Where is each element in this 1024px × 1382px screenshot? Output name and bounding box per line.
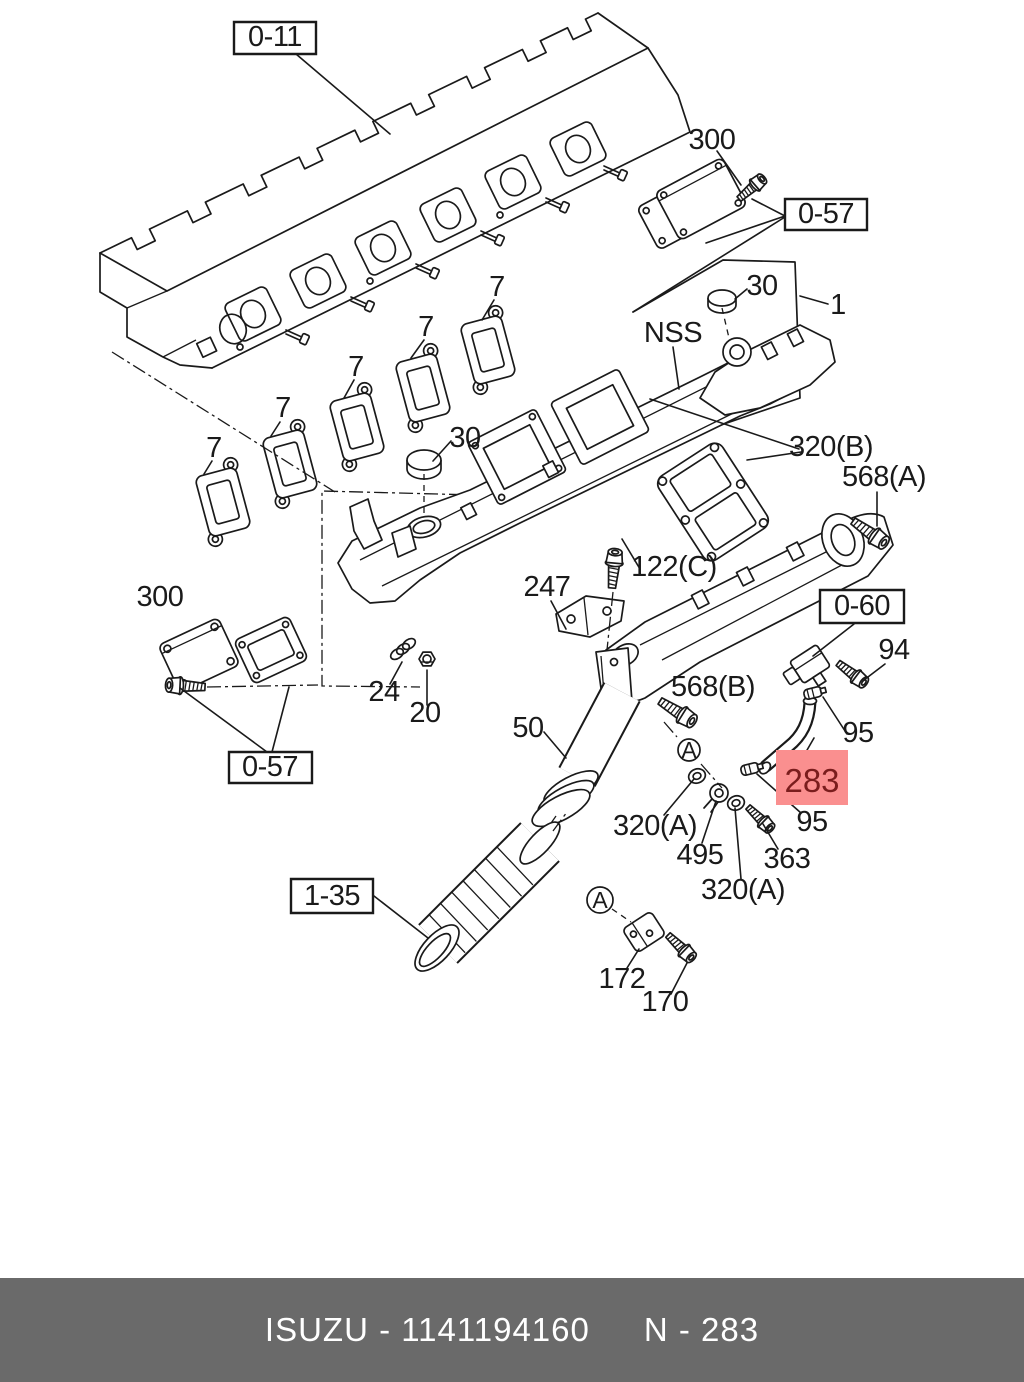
spring-24 xyxy=(389,636,418,661)
ref-0-11-label[interactable]: 0-11 xyxy=(248,21,302,53)
view-a-marker-2[interactable] xyxy=(587,887,613,913)
ref-box-0-57-bottom[interactable] xyxy=(229,751,312,783)
ref-1-35-label[interactable]: 1-35 xyxy=(303,880,361,912)
view-a-1-label[interactable]: A xyxy=(681,737,697,763)
clip-95-lower xyxy=(740,761,764,776)
exhaust-manifold-part1-end xyxy=(700,290,835,415)
label-7-1[interactable]: 7 xyxy=(489,271,505,303)
view-a-marker-1[interactable] xyxy=(678,737,700,763)
heat-shield-bottom-assembly xyxy=(158,616,318,696)
label-247[interactable]: 247 xyxy=(523,571,571,603)
washer-320a-2 xyxy=(726,794,747,813)
label-300-top[interactable]: 300 xyxy=(688,124,736,156)
label-320a-2[interactable]: 320(A) xyxy=(700,874,786,906)
highlighted-callout-283[interactable] xyxy=(776,750,848,805)
label-495[interactable]: 495 xyxy=(676,839,724,871)
label-7-5[interactable]: 7 xyxy=(206,432,222,464)
ref-0-57-top-label[interactable]: 0-57 xyxy=(797,198,855,230)
label-122c[interactable]: 122(C) xyxy=(631,551,717,583)
joint-495 xyxy=(704,784,728,812)
label-363[interactable]: 363 xyxy=(763,843,811,875)
label-95-lower[interactable]: 95 xyxy=(796,806,828,838)
ref-0-57-bottom-label[interactable]: 0-57 xyxy=(241,751,299,783)
label-568b[interactable]: 568(B) xyxy=(670,671,756,703)
footer-brand-part: ISUZU - 1141194160 xyxy=(264,1311,590,1348)
bracket-172 xyxy=(622,911,666,953)
bolt-94 xyxy=(833,657,871,691)
label-172[interactable]: 172 xyxy=(598,963,646,995)
ref-box-1-35[interactable] xyxy=(291,879,373,913)
breather-cap-top xyxy=(708,290,736,338)
view-a-2-label[interactable]: A xyxy=(592,887,608,913)
label-320b[interactable]: 320(B) xyxy=(788,431,874,463)
ref-box-0-57-top[interactable] xyxy=(785,198,867,230)
bolt-170 xyxy=(662,929,699,965)
cylinder-head xyxy=(100,13,690,368)
label-7-4[interactable]: 7 xyxy=(275,392,291,424)
label-7-3[interactable]: 7 xyxy=(348,351,364,383)
label-95-upper[interactable]: 95 xyxy=(842,717,874,749)
ref-0-60-label[interactable]: 0-60 xyxy=(833,590,891,622)
label-24[interactable]: 24 xyxy=(368,676,400,708)
label-30-top[interactable]: 30 xyxy=(746,270,778,302)
footer-bar xyxy=(0,1278,1024,1382)
label-50[interactable]: 50 xyxy=(512,712,544,744)
flex-pipe-1-35 xyxy=(408,812,567,978)
bolt-122c xyxy=(603,548,624,589)
ref-box-0-11[interactable] xyxy=(234,21,316,54)
label-283[interactable]: 283 xyxy=(784,762,840,799)
label-30-mid[interactable]: 30 xyxy=(449,422,481,454)
washer-320a-1 xyxy=(687,767,708,786)
label-320a-1[interactable]: 320(A) xyxy=(612,810,698,842)
label-nss[interactable]: NSS xyxy=(643,317,703,349)
nut-20 xyxy=(419,652,435,666)
heat-shield-top-assembly xyxy=(637,157,770,250)
label-1[interactable]: 1 xyxy=(830,289,846,321)
label-7-2[interactable]: 7 xyxy=(418,311,434,343)
label-94[interactable]: 94 xyxy=(878,634,910,666)
ref-box-0-60[interactable] xyxy=(820,590,904,623)
label-20[interactable]: 20 xyxy=(409,697,441,729)
footer-page-ref: N - 283 xyxy=(643,1311,760,1348)
label-170[interactable]: 170 xyxy=(641,986,689,1018)
label-300-bottom[interactable]: 300 xyxy=(136,581,184,613)
label-568a[interactable]: 568(A) xyxy=(841,461,927,493)
bolt-363 xyxy=(743,802,778,836)
